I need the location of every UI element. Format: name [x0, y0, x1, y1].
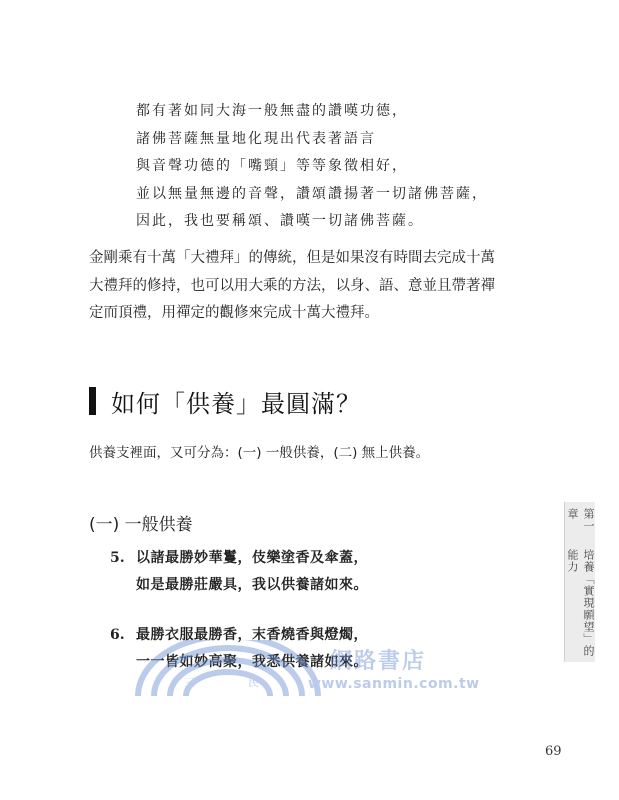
paragraph-line: 定而頂禮，用禪定的觀修來完成十萬大禮拜。: [89, 305, 379, 321]
verse-line: 與音聲功德的「嘴頸」等等象徵相好，: [136, 158, 408, 174]
chapter-label: 第一章: [566, 508, 595, 532]
section-intro: 供養支裡面，又可分為：(一) 一般供養，(二) 無上供養。: [89, 445, 430, 461]
verse-number: 5.: [110, 550, 125, 566]
offering-line: 最勝衣服最勝香，末香燒香與燈燭，: [136, 627, 368, 643]
offering-line: 以諸最勝妙華鬘，伎樂塗香及傘蓋，: [136, 550, 368, 566]
watermark-logo-char: 民: [248, 676, 259, 689]
heading-bar-marker: [89, 387, 96, 415]
watermark-logo-char: 三: [184, 676, 195, 689]
body-paragraph: [89, 245, 529, 328]
paragraph-line: 大禮拜的修持，也可以用大乘的方法，以身、語、意並且帶著禪: [89, 277, 495, 294]
verse-line: 並以無量無邊的音聲，讚頌讚揚著一切諸佛菩薩，: [136, 185, 488, 202]
offering-line: 如是最勝莊嚴具，我以供養諸如來。: [136, 577, 368, 593]
verse-line: 諸佛菩薩無量地化現出代表著語言: [136, 130, 376, 147]
section-title: 如何「供養」最圓滿？: [111, 389, 361, 418]
watermark-url: www.sanmin.com.tw: [308, 676, 480, 692]
section-heading: [89, 381, 361, 421]
subsection-heading: (一) 一般供養: [89, 515, 193, 535]
verse-number: 6.: [110, 627, 125, 643]
page-number: 69: [545, 744, 562, 759]
verse-block: [136, 98, 488, 236]
chapter-title: 培養「實現願望」的能力: [566, 548, 595, 657]
watermark-store-name: 網路書店: [330, 649, 427, 674]
paragraph-line: 金剛乘有十萬「大禮拜」的傳統，但是如果沒有時間去完成十萬: [89, 250, 495, 266]
verse-line: 因此，我也要稱頌、讚嘆一切諸佛菩薩。: [136, 213, 424, 229]
offering-line: 一一皆如妙高聚，我悉供養諸如來。: [136, 654, 368, 670]
chapter-side-tab: [564, 502, 595, 662]
verse-line: 都有著如同大海一般無盡的讚嘆功德，: [136, 103, 408, 119]
